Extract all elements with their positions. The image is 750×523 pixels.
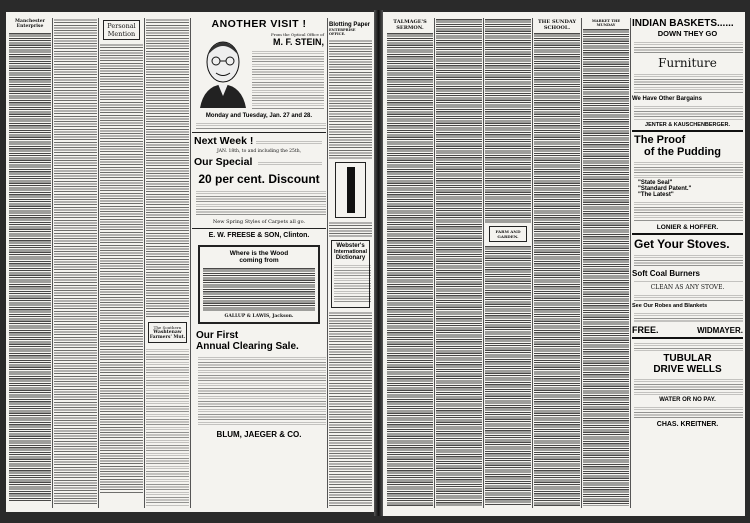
column-text xyxy=(100,43,143,493)
divider xyxy=(192,228,326,229)
divider xyxy=(632,337,743,339)
our-special-heading: Our Special xyxy=(194,156,253,168)
column-rule xyxy=(532,18,533,508)
column-3 xyxy=(485,18,531,506)
ad-line: New Spring Styles of Carpets all go. xyxy=(212,219,306,225)
box-label: Personal xyxy=(107,22,136,30)
portrait-engraving-icon xyxy=(194,32,252,108)
column-6 xyxy=(329,18,372,506)
next-week-heading: Next Week ! xyxy=(194,135,254,147)
column-text xyxy=(329,221,372,237)
ad-text xyxy=(634,40,743,54)
column-text xyxy=(146,18,189,318)
ad-text xyxy=(634,253,743,267)
flour-brand: "The Latest" xyxy=(638,192,674,198)
ad-intro xyxy=(252,32,324,109)
column-heading: MARKET THE MUNDAY xyxy=(583,18,629,28)
column-3 xyxy=(100,18,143,506)
personal-mention-box xyxy=(103,20,140,40)
ad-text xyxy=(203,267,315,311)
webster-title: Webster's xyxy=(336,243,365,249)
ad-dates: Monday and Tuesday, Jan. 27 and 28. xyxy=(205,113,313,119)
column-text xyxy=(146,347,189,506)
widmayer-signature: WIDMAYER. xyxy=(697,326,743,335)
ad-text xyxy=(634,279,743,283)
wood-subtitle: coming from xyxy=(239,257,279,264)
ad-text xyxy=(634,200,743,222)
wood-advertisement xyxy=(198,245,320,324)
column-text xyxy=(583,28,629,506)
ad-text xyxy=(196,121,326,130)
notice-title: Washtenaw Farmers' Mut. xyxy=(149,330,186,340)
down-they-go: DOWN THEY GO xyxy=(657,29,718,38)
washtenaw-notice xyxy=(148,322,187,343)
column-rule xyxy=(190,18,191,508)
column-text xyxy=(436,18,482,506)
our-special-row xyxy=(192,155,326,169)
water-line: WATER OR NO PAY. xyxy=(659,397,716,403)
column-heading: THE SUNDAY SCHOOL. xyxy=(534,18,580,32)
left-newspaper-page xyxy=(6,12,374,512)
clearing-heading: Annual Clearing Sale. xyxy=(196,341,299,352)
column-text xyxy=(485,18,531,223)
wood-signature: GALLUP & LAWIS, Jackson. xyxy=(224,314,294,319)
ad-text xyxy=(256,139,322,145)
column-1 xyxy=(387,18,433,506)
column-heading: TALMAGE'S SERMON. xyxy=(387,18,433,32)
divider xyxy=(632,130,743,132)
ad-text xyxy=(258,160,322,165)
webster-dictionary-ad xyxy=(331,240,370,308)
clean-line: CLEAN AS ANY STOVE. xyxy=(650,284,725,291)
kreitner-signature: CHAS. KREITNER. xyxy=(656,421,719,428)
ad-text xyxy=(634,311,743,323)
column-rule xyxy=(52,18,53,508)
stoves-heading: Get Your Stoves. xyxy=(634,237,730,251)
portrait-block xyxy=(192,30,326,112)
column-2 xyxy=(436,18,482,506)
ad-headline: ANOTHER VISIT ! xyxy=(211,18,307,30)
right-newspaper-page xyxy=(383,12,745,516)
vertical-notice-box xyxy=(335,162,366,218)
soft-coal-heading: Soft Coal Burners xyxy=(632,269,701,278)
column-rule xyxy=(581,18,582,508)
ad-name: M. F. STEIN, xyxy=(272,37,324,47)
tubular-heading: TUBULAR xyxy=(663,353,712,364)
stein-advertisement xyxy=(192,18,326,506)
ad-text xyxy=(634,104,743,120)
discount-heading: 20 per cent. Discount xyxy=(198,172,320,186)
drive-wells-heading: DRIVE WELLS xyxy=(653,364,722,375)
vertical-notice-icon xyxy=(347,167,355,213)
ad-signature: E. W. FREESE & SON, Clinton. xyxy=(208,232,310,239)
ad-text xyxy=(196,189,326,217)
blotting-subtitle: ENTERPRISE OFFICE. xyxy=(329,28,356,36)
flour-brand: "Standard Patent." xyxy=(638,186,692,192)
column-rule xyxy=(630,18,631,508)
next-week-row xyxy=(192,135,326,148)
box-label: Mention xyxy=(107,30,136,38)
page-gutter xyxy=(374,10,383,516)
column-text xyxy=(387,32,433,506)
column-rule xyxy=(144,18,145,508)
column-text xyxy=(9,32,51,502)
ad-text xyxy=(634,341,743,351)
column-rule xyxy=(98,18,99,508)
column-text xyxy=(54,18,97,506)
column-2 xyxy=(54,18,97,506)
column-4 xyxy=(146,18,189,506)
webster-title: International xyxy=(333,249,367,255)
ad-text xyxy=(634,293,743,301)
ad-date-range: JAN. 18th, to and including the 25th, xyxy=(216,149,302,154)
ad-text xyxy=(198,355,326,427)
free-heading: FREE. xyxy=(632,325,659,335)
notice-line: The Southern xyxy=(153,325,182,330)
clearing-heading: Our First xyxy=(196,330,239,341)
ad-from: From the Optical Office of xyxy=(270,32,324,37)
flour-brand: "State Seal" xyxy=(638,180,673,186)
column-rule xyxy=(483,18,484,508)
column-4 xyxy=(534,18,580,506)
ad-text xyxy=(252,49,324,109)
furniture-heading: Furniture xyxy=(658,56,717,70)
jenter-signature: JENTER & KAUSCHENBERGER. xyxy=(645,122,730,128)
ad-text xyxy=(634,405,743,419)
ad-text xyxy=(634,377,743,395)
proof-heading: of the Pudding xyxy=(644,146,721,158)
column-rule xyxy=(327,18,328,508)
bargains-heading: We Have Other Bargains xyxy=(632,96,702,102)
ads-column xyxy=(632,18,743,506)
lonier-signature: LONIER & HOFFER. xyxy=(656,224,719,231)
clearing-signature: BLUM, JAEGER & CO. xyxy=(216,430,302,439)
ad-text xyxy=(334,263,371,303)
free-widmayer-row xyxy=(632,325,743,335)
column-text xyxy=(534,32,580,506)
robes-heading: See Our Robes and Blankets xyxy=(632,303,708,309)
column-rule xyxy=(434,18,435,508)
divider xyxy=(632,233,743,235)
wood-title: Where is the Wood xyxy=(229,250,289,257)
section-box: FARM AND GARDEN. xyxy=(489,226,527,242)
blotting-title: Blotting Paper xyxy=(329,22,371,28)
divider xyxy=(192,132,326,133)
webster-title: Dictionary xyxy=(335,255,366,261)
column-1 xyxy=(9,18,51,506)
column-5 xyxy=(583,18,629,506)
masthead: Manchester Enterprise xyxy=(9,18,51,30)
ad-text xyxy=(634,160,743,178)
proof-heading: The Proof xyxy=(634,134,686,146)
ad-text xyxy=(634,72,743,94)
indian-baskets-heading: INDIAN BASKETS...... xyxy=(632,18,734,29)
column-text xyxy=(329,311,372,506)
column-text xyxy=(485,245,531,506)
column-text xyxy=(329,39,372,159)
